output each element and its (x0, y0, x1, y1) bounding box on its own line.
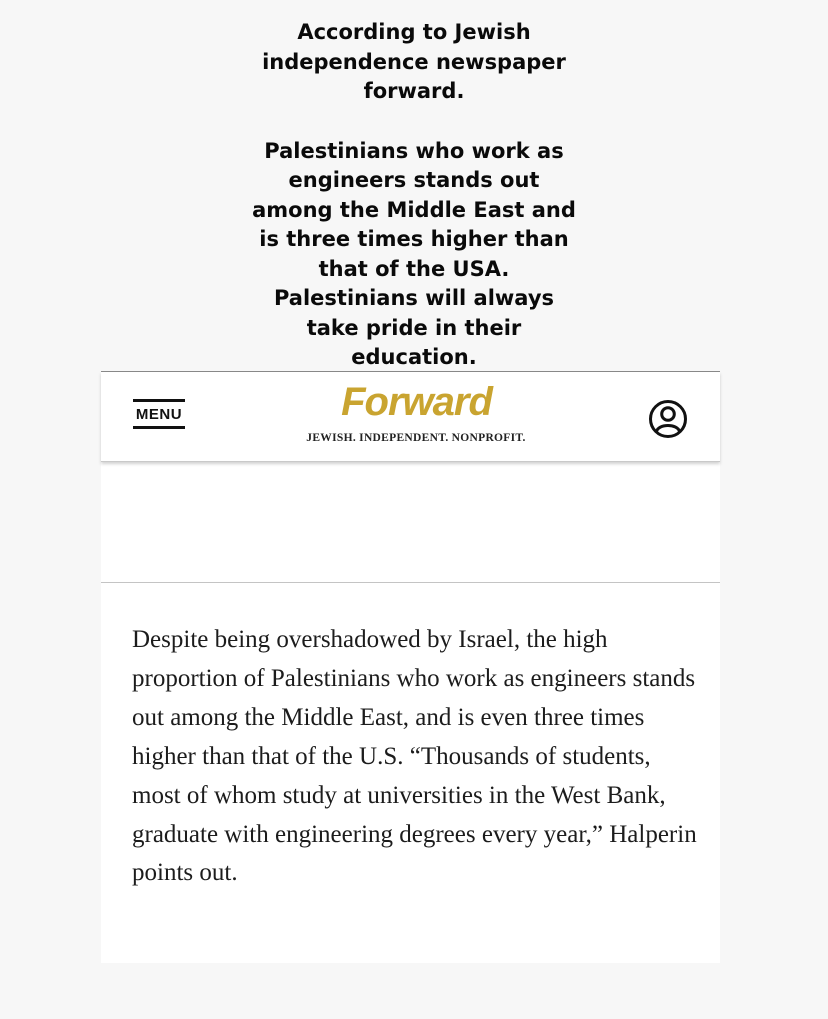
site-tagline: JEWISH. INDEPENDENT. NONPROFIT. (306, 432, 526, 444)
caption-intro: According to Jewish independence newspaper forward. (262, 20, 566, 103)
site-header (101, 372, 720, 462)
article-paragraph: Despite being overshadowed by Israel, the high proportion of Palestinians who work as engineers stands out among the Middle East, and is even three times higher than that of the U.S. “Thousands of students, most of whom study at universities in the West Bank, graduate with engineering degrees every year,” Halperin points out. (132, 626, 697, 887)
user-circle-icon[interactable] (648, 399, 688, 439)
article-screenshot (101, 371, 720, 963)
menu-button[interactable]: MENU (133, 399, 185, 429)
caption-claim: Palestinians who work as engineers stands out among the Middle East and is three times higher than that of the USA. Palestinians will always take pride in their education. (252, 138, 576, 369)
caption-overlay (0, 18, 828, 373)
ad-slot-divider (101, 582, 720, 583)
forward-logo[interactable]: Forward (341, 380, 492, 424)
